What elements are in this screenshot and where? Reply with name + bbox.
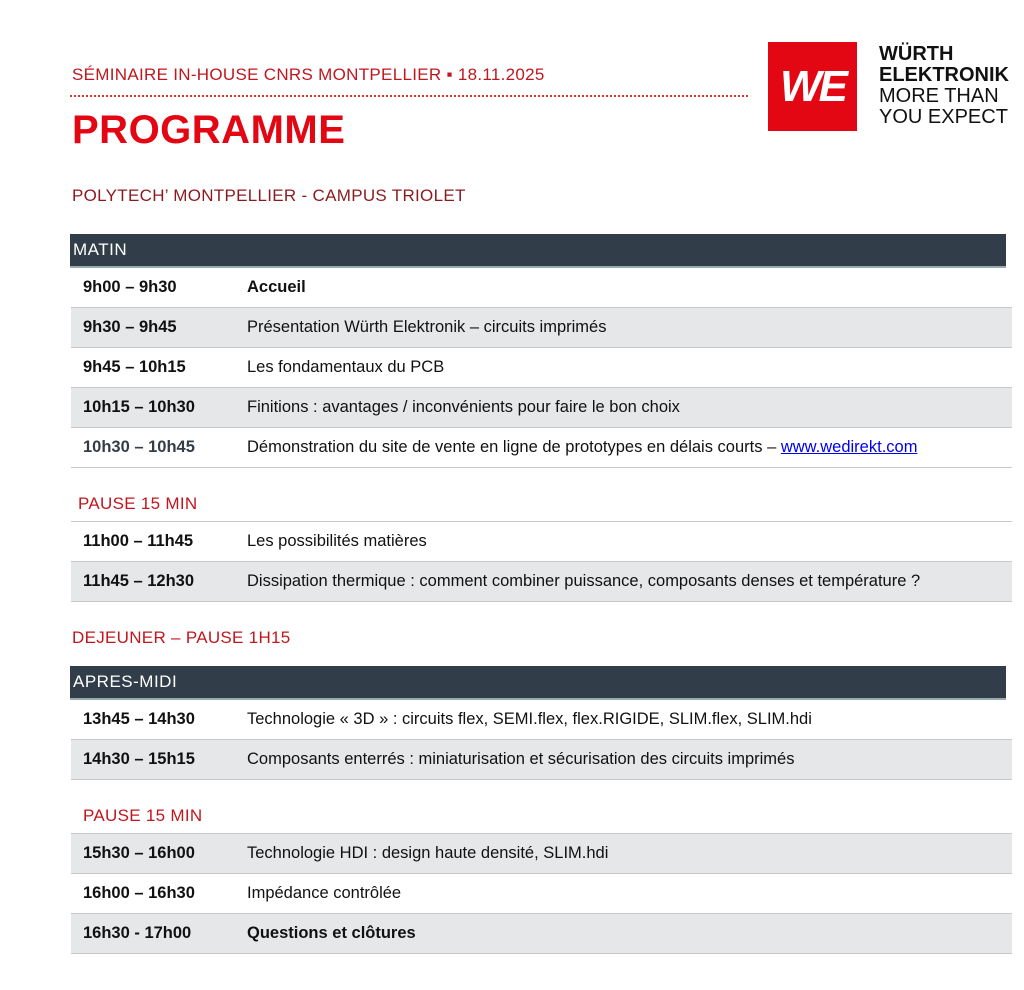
description: Impédance contrôlée: [247, 884, 402, 902]
time: 10h30 – 10h45: [83, 438, 195, 456]
time: 11h00 – 11h45: [83, 532, 194, 550]
time: 9h00 – 9h30: [83, 278, 177, 296]
time: 14h30 – 15h15: [83, 750, 195, 768]
table-row: [71, 268, 1012, 308]
table-row: [71, 348, 1012, 388]
pause-label: PAUSE 15 MIN: [78, 494, 198, 513]
section-header-matin: MATIN: [70, 234, 1006, 268]
description: Finitions : avantages / inconvénients pour faire le bon choix: [247, 398, 680, 416]
description-text: Démonstration du site de vente en ligne de prototypes en délais courts –: [247, 438, 781, 456]
table-row: [71, 428, 1012, 468]
time: 16h30 - 17h00: [83, 924, 192, 942]
seminar-subtitle: SÉMINAIRE IN-HOUSE CNRS MONTPELLIER ▪ 18.11.2025: [72, 65, 545, 84]
table-row: [71, 388, 1012, 428]
time: 13h45 – 14h30: [83, 710, 195, 728]
logo-line: WÜRTH: [879, 43, 954, 65]
description: Technologie « 3D » : circuits flex, SEMI.flex, flex.RIGIDE, SLIM.flex, SLIM.hdi: [247, 710, 812, 728]
schedule-late-afternoon: [71, 834, 1012, 954]
schedule-matin: [71, 268, 1012, 468]
page-title: PROGRAMME: [72, 108, 346, 152]
table-row: [71, 562, 1012, 602]
time: 16h00 – 16h30: [83, 884, 195, 902]
time: 9h45 – 10h15: [83, 358, 186, 376]
table-row: [71, 914, 1012, 954]
description: Présentation Würth Elektronik – circuits imprimés: [247, 318, 607, 336]
wedirekt-link[interactable]: www.wedirekt.com: [780, 438, 918, 456]
dotted-divider: [70, 95, 748, 97]
table-row: [71, 308, 1012, 348]
description: Composants enterrés : miniaturisation et sécurisation des circuits imprimés: [247, 750, 795, 768]
description: [247, 438, 1012, 457]
description: Les fondamentaux du PCB: [247, 358, 445, 376]
lunch-label: DEJEUNER – PAUSE 1H15: [72, 628, 291, 647]
logo-text: [879, 44, 1009, 128]
table-row: [71, 522, 1012, 562]
section-header-apres-midi: APRES-MIDI: [70, 666, 1006, 700]
schedule-late-morning: [71, 522, 1012, 602]
we-logo-icon: WE: [768, 42, 857, 131]
logo-line: MORE THAN: [879, 85, 999, 107]
table-row: [71, 834, 1012, 874]
schedule-apres-midi: [71, 700, 1012, 780]
description: Accueil: [247, 278, 306, 296]
time: 9h30 – 9h45: [83, 318, 177, 336]
time: 11h45 – 12h30: [83, 572, 195, 590]
description: Questions et clôtures: [247, 924, 416, 942]
logo-line: YOU EXPECT: [879, 106, 1008, 128]
table-row: [71, 874, 1012, 914]
table-row: [71, 740, 1012, 780]
pause-label: PAUSE 15 MIN: [83, 806, 203, 825]
table-row: [71, 700, 1012, 740]
venue: POLYTECH’ MONTPELLIER - CAMPUS TRIOLET: [72, 186, 466, 205]
logo-line: ELEKTRONIK: [879, 64, 1009, 86]
description: Les possibilités matières: [247, 532, 427, 550]
description: Technologie HDI : design haute densité, SLIM.hdi: [247, 844, 609, 862]
time: 10h15 – 10h30: [83, 398, 195, 416]
description: Dissipation thermique : comment combiner puissance, composants denses et température ?: [247, 572, 921, 590]
time: 15h30 – 16h00: [83, 844, 195, 862]
